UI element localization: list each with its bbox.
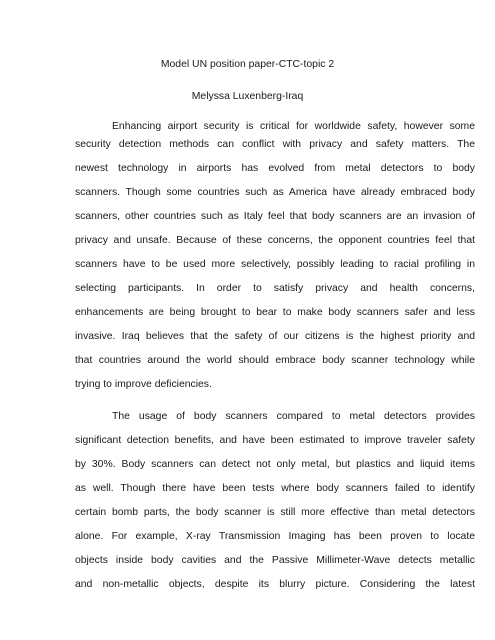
paragraph-2-line-1: The usage of body scanners compared to metal detectors provides [112, 411, 475, 422]
paragraph-1-line-11: that countries around the world should embrace body scanner technology while [75, 355, 475, 366]
paragraph-1-line-7: scanners have to be used more selectively, possibly leading to racial profiling in [75, 259, 475, 270]
paragraph-2-line-4: as well. Though there have been tests where body scanners failed to identify [75, 483, 475, 494]
document-title: Model UN position paper-CTC-topic 2 [160, 59, 335, 70]
paragraph-2-line-6: alone. For example, X-ray Transmission Imaging has been proven to locate [75, 531, 475, 542]
paragraph-1-line-9: enhancements are being brought to bear to make body scanners safer and less [75, 307, 475, 318]
document-author: Melyssa Luxenberg-Iraq [191, 91, 304, 102]
paragraph-1-line-6: privacy and unsafe. Because of these concerns, the opponent countries feel that [75, 235, 475, 246]
paragraph-1-line-5: scanners, other countries such as Italy feel that body scanners are an invasion of [75, 211, 475, 222]
paragraph-1-line-8: selecting participants. In order to satisfy privacy and health concerns, [75, 283, 475, 294]
paragraph-1-line-2: security detection methods can conflict with privacy and safety matters. The [75, 139, 475, 150]
paragraph-2-line-5: certain bomb parts, the body scanner is still more effective than metal detectors [75, 507, 475, 518]
paragraph-1-line-12: trying to improve deficiencies. [75, 379, 212, 390]
paragraph-1-line-1: Enhancing airport security is critical for worldwide safety, however some [112, 121, 475, 132]
paragraph-2-line-7: objects inside body cavities and the Passive Millimeter-Wave detects metallic [75, 555, 475, 566]
paragraph-1-line-3: newest technology in airports has evolved from metal detectors to body [75, 163, 475, 174]
paragraph-2-line-8: and non-metallic objects, despite its blurry picture. Considering the latest [75, 579, 475, 590]
paragraph-1-line-10: invasive. Iraq believes that the safety of our citizens is the highest priority and [75, 331, 475, 342]
paragraph-1-line-4: scanners. Though some countries such as America have already embraced body [75, 187, 475, 198]
paragraph-2-line-3: by 30%. Body scanners can detect not only metal, but plastics and liquid items [75, 459, 475, 470]
paragraph-2-line-2: significant detection benefits, and have been estimated to improve traveler safety [75, 435, 475, 446]
